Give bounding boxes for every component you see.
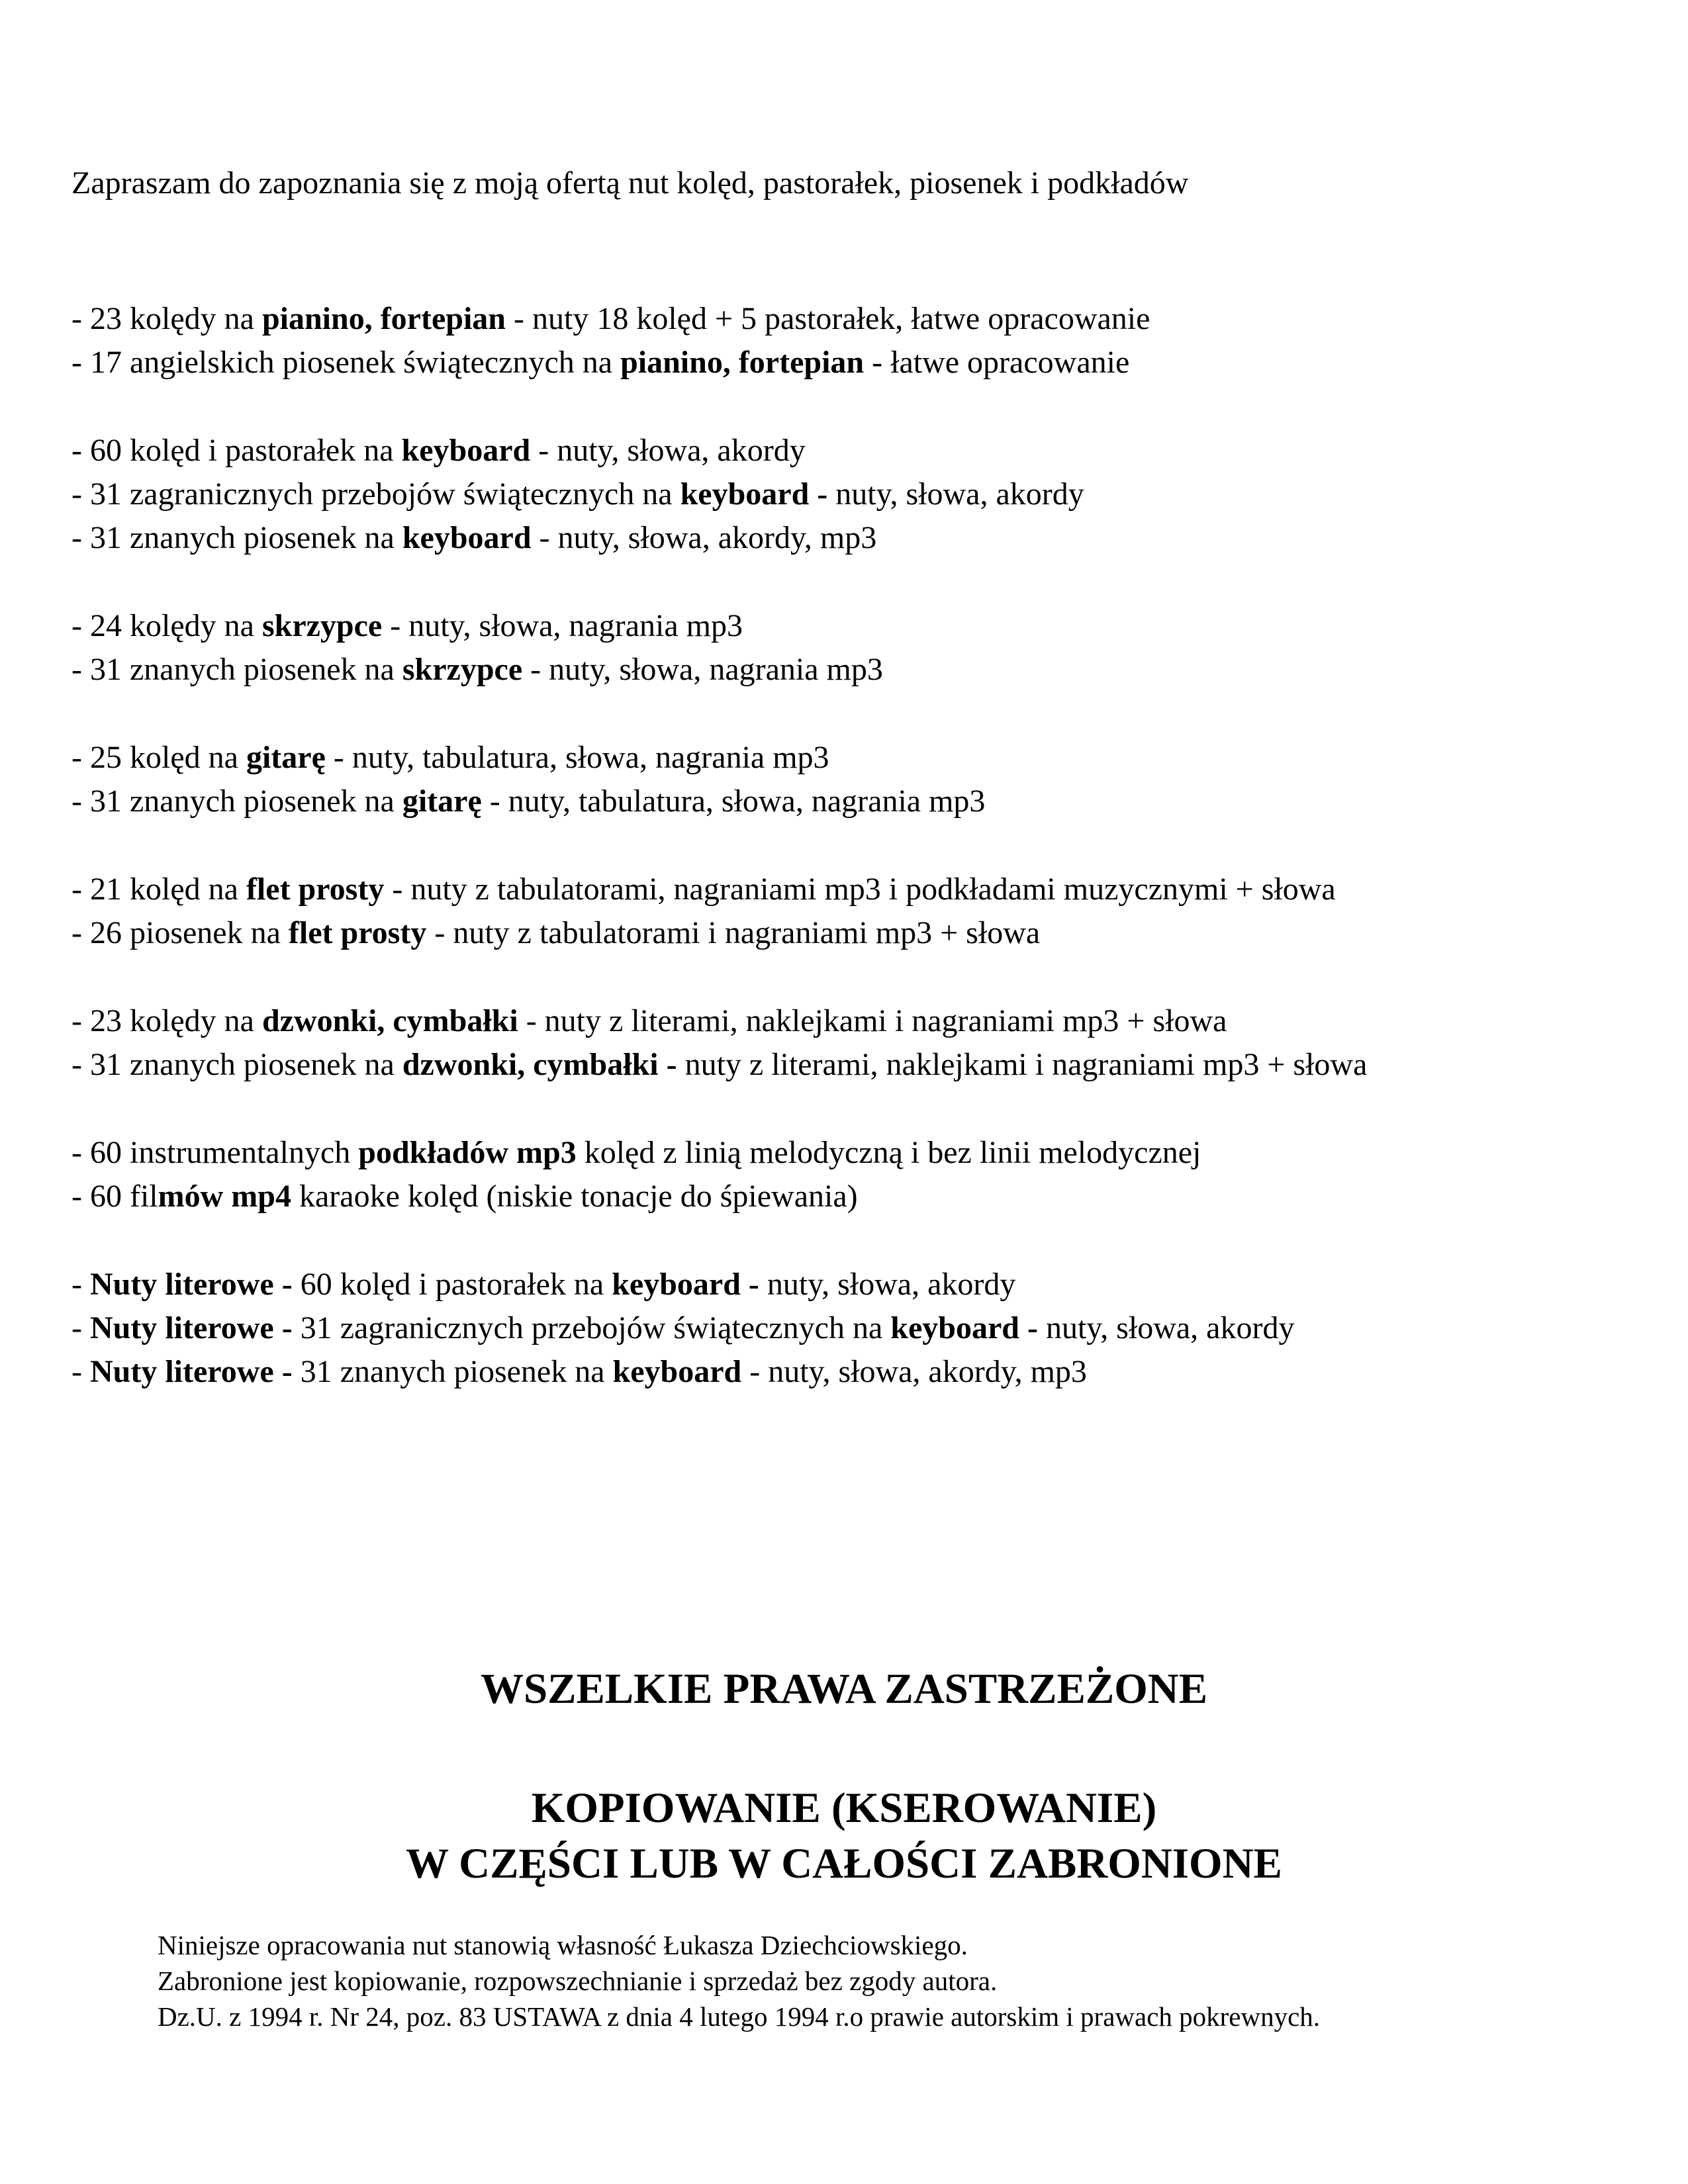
offer-item-text: - nuty z literami, naklejkami i nagraniami mp3 + słowa <box>518 1003 1227 1038</box>
offer-item <box>71 297 1367 341</box>
offer-item <box>71 1043 1367 1087</box>
offer-item <box>71 911 1367 955</box>
offer-item-instrument: mów mp4 <box>158 1178 291 1214</box>
offer-item-instrument: Nuty literowe - <box>89 1310 293 1345</box>
offer-item-text: - 31 zagranicznych przebojów świątecznych na <box>71 477 680 512</box>
offer-item-instrument: gitarę <box>402 784 482 819</box>
offer-item-instrument: keyboard <box>402 520 532 556</box>
offer-item <box>71 516 1367 560</box>
offer-item-instrument: keyboard <box>401 432 531 468</box>
offer-item-instrument: keyboard - <box>612 1266 759 1302</box>
offer-item-text: 31 znanych piosenek na <box>292 1354 613 1390</box>
offer-item-text: 31 zagranicznych przebojów świątecznych na <box>292 1310 891 1345</box>
offer-item <box>71 429 1367 473</box>
offer-group-spacer <box>71 561 1367 604</box>
offer-item-instrument: keyboard <box>612 1354 742 1390</box>
offer-item-text: - 17 angielskich piosenek świątecznych na <box>71 345 621 381</box>
offer-item-text: karaoke kolęd (niskie tonacje do śpiewania) <box>291 1178 858 1214</box>
offer-item-text: - <box>71 1310 90 1345</box>
offer-item <box>71 1263 1367 1306</box>
offer-item-text: - nuty, słowa, nagrania mp3 <box>382 608 743 644</box>
offer-item-instrument: keyboard - <box>890 1310 1038 1345</box>
legal-line-prohibition: Zabronione jest kopiowanie, rozpowszechnianie i sprzedaż bez zgody autora. <box>158 1966 998 1996</box>
rights-reserved-heading: WSZELKIE PRAWA ZASTRZEŻONE <box>480 1665 1208 1713</box>
offer-item-text: - nuty, słowa, nagrania mp3 <box>522 652 883 688</box>
offer-item-text: - nuty, słowa, akordy <box>530 432 806 468</box>
offer-item-text: nuty, słowa, akordy <box>1037 1310 1295 1345</box>
offer-item-instrument: flet prosty <box>246 871 385 907</box>
offer-item-text: - 23 kolędy na <box>71 301 262 336</box>
offer-item-instrument: dzwonki, cymbałki <box>261 1003 518 1038</box>
offer-item-text: nuty, słowa, akordy <box>827 477 1084 512</box>
offer-item-instrument: skrzypce <box>261 608 383 644</box>
offer-item-text: - 31 znanych piosenek na <box>71 784 402 819</box>
offer-item-text: - 60 fil <box>71 1178 158 1214</box>
offer-item-instrument: Nuty literowe - <box>89 1354 293 1390</box>
offer-item-text: - 26 piosenek na <box>71 915 289 951</box>
intro-text: Zapraszam do zapoznania się z moją ofertą nut kolęd, pastorałek, piosenek i podkładów <box>71 165 1189 201</box>
offer-item-text: - 31 znanych piosenek na <box>71 652 402 688</box>
offer-item-text: - 23 kolędy na <box>71 1003 262 1038</box>
offer-item-text: - 60 kolęd i pastorałek na <box>71 432 402 468</box>
offer-group-spacer <box>71 824 1367 868</box>
offer-item-instrument: podkładów mp3 <box>358 1134 577 1170</box>
offer-item <box>71 341 1367 385</box>
offer-item-text: 60 kolęd i pastorałek na <box>292 1266 612 1302</box>
offer-item <box>71 1350 1367 1394</box>
offer-item-text: - nuty z tabulatorami, nagraniami mp3 i podkładami muzycznymi + słowa <box>384 871 1336 907</box>
offer-item-text: - łatwe opracowanie <box>864 345 1130 381</box>
offer-item-text: - 21 kolęd na <box>71 871 246 907</box>
offer-item-text: nuty, słowa, akordy <box>759 1266 1016 1302</box>
offer-item-instrument: pianino, fortepian <box>261 301 506 336</box>
offer-item-text: - 31 znanych piosenek na <box>71 520 402 556</box>
offer-item-text: kolęd z linią melodyczną i bez linii melodycznej <box>576 1134 1201 1170</box>
offer-item-text: - 25 kolęd na <box>71 739 246 775</box>
offer-item-text: - nuty, tabulatura, słowa, nagrania mp3 <box>325 739 829 775</box>
offer-item <box>71 648 1367 692</box>
offer-item-text: - <box>71 1354 90 1390</box>
offer-item-text: - nuty z tabulatorami i nagraniami mp3 + słowa <box>426 915 1041 951</box>
offer-item-text: - nuty, słowa, akordy, mp3 <box>741 1354 1087 1390</box>
offer-item <box>71 473 1367 516</box>
legal-line-statute: Dz.U. z 1994 r. Nr 24, poz. 83 USTAWA z dnia 4 lutego 1994 r.o prawie autorskim i prawach pokrewnych. <box>158 2001 1321 2032</box>
offer-item-text: nuty z literami, naklejkami i nagraniami mp3 + słowa <box>677 1047 1368 1083</box>
legal-line-ownership: Niniejsze opracowania nut stanowią własność Łukasza Dziechciowskiego. <box>158 1930 968 1960</box>
offer-item <box>71 1131 1367 1175</box>
offer-item-instrument: keyboard - <box>680 477 828 512</box>
offer-item <box>71 736 1367 780</box>
offer-item-instrument: dzwonki, cymbałki - <box>402 1047 677 1083</box>
offer-group-spacer <box>71 692 1367 736</box>
offer-item-instrument: pianino, fortepian <box>620 345 865 381</box>
offer-item <box>71 868 1367 911</box>
offer-item <box>71 1306 1367 1350</box>
copying-prohibited-heading: KOPIOWANIE (KSEROWANIE) <box>531 1784 1157 1832</box>
offer-group-spacer <box>71 1087 1367 1130</box>
offer-item-instrument: skrzypce <box>402 652 523 688</box>
offer-item <box>71 999 1367 1043</box>
offer-item <box>71 780 1367 823</box>
offer-item-text: - nuty, słowa, akordy, mp3 <box>531 520 877 556</box>
offer-item-instrument: Nuty literowe - <box>89 1266 293 1302</box>
offer-item <box>71 1175 1367 1218</box>
offer-list <box>71 297 1367 1394</box>
offer-item-text: - <box>71 1266 90 1302</box>
offer-item-text: - 24 kolędy na <box>71 608 262 644</box>
offer-item-text: - nuty 18 kolęd + 5 pastorałek, łatwe opracowanie <box>506 301 1150 336</box>
offer-item <box>71 604 1367 648</box>
offer-group-spacer <box>71 1218 1367 1262</box>
offer-item-text: - nuty, tabulatura, słowa, nagrania mp3 <box>481 784 986 819</box>
offer-item-text: - 60 instrumentalnych <box>71 1134 359 1170</box>
offer-item-instrument: gitarę <box>246 739 326 775</box>
copying-prohibited-subheading: W CZĘŚCI LUB W CAŁOŚCI ZABRONIONE <box>406 1840 1282 1888</box>
offer-item-text: - 31 znanych piosenek na <box>71 1047 402 1083</box>
legal-notice <box>158 1927 1320 2034</box>
offer-item-instrument: flet prosty <box>288 915 427 951</box>
offer-group-spacer <box>71 385 1367 429</box>
offer-group-spacer <box>71 955 1367 999</box>
